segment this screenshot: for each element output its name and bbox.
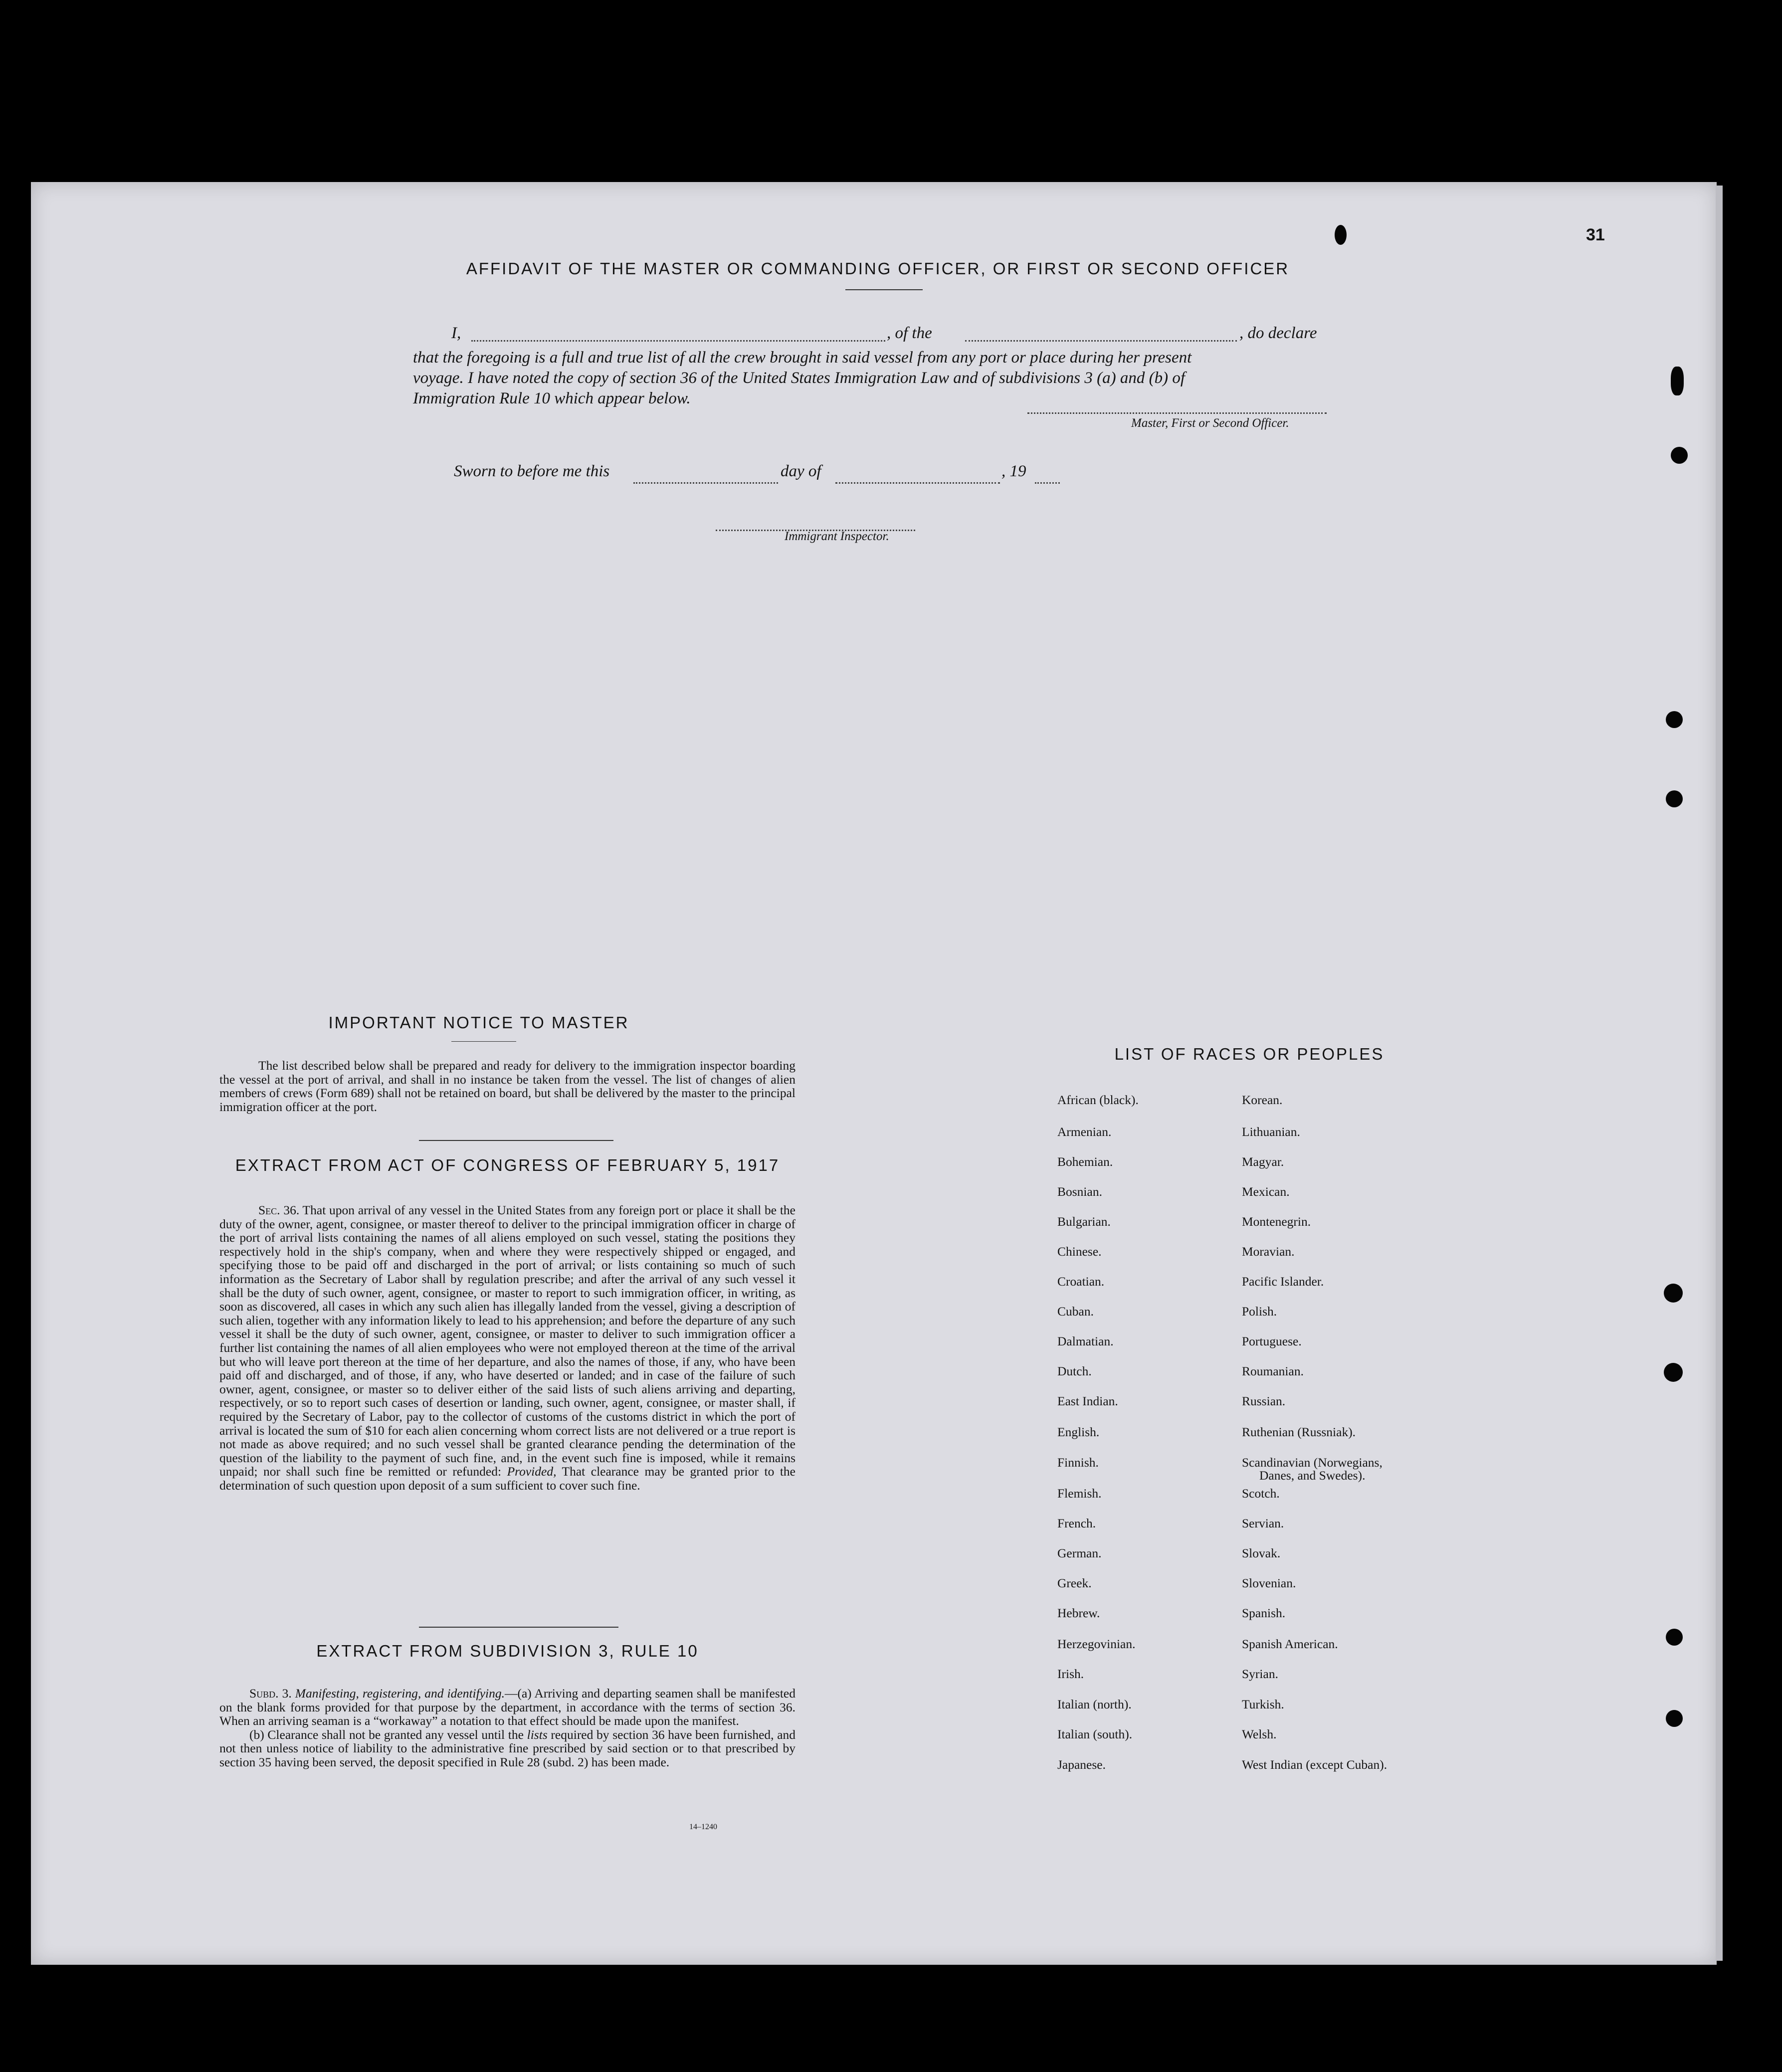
- race-item: Bosnian.: [1057, 1184, 1102, 1199]
- race-item: Dalmatian.: [1057, 1334, 1114, 1348]
- rule-text: [219, 1687, 795, 1769]
- act-section-label: Sec. 36.: [258, 1203, 300, 1217]
- rule-subd-label: Subd. 3.: [249, 1686, 292, 1700]
- act-text: [219, 1203, 795, 1492]
- race-item: Polish.: [1242, 1304, 1277, 1319]
- affidavit-title-rule: [845, 289, 923, 290]
- race-item: Korean.: [1242, 1093, 1283, 1107]
- race-item: Ruthenian (Russniak).: [1242, 1425, 1356, 1439]
- race-item: Finnish.: [1057, 1455, 1099, 1470]
- rule-para-a-mark: —(a): [504, 1686, 532, 1700]
- race-item: Chinese.: [1057, 1244, 1102, 1259]
- race-item: Italian (north).: [1057, 1697, 1132, 1711]
- race-item: Magyar.: [1242, 1154, 1284, 1169]
- race-item: Bulgarian.: [1057, 1214, 1111, 1229]
- binder-hole: [1666, 1710, 1683, 1727]
- affidavit-line3: voyage. I have noted the copy of section 36 of the United States Immigration Law and of subdivisions 3 (a) and (b) of: [413, 369, 1186, 387]
- race-item: Japanese.: [1057, 1757, 1106, 1772]
- day-field[interactable]: [633, 482, 778, 484]
- affidavit-of-the: , of the: [887, 324, 932, 342]
- race-item: Russian.: [1242, 1394, 1286, 1408]
- race-item: East Indian.: [1057, 1394, 1118, 1408]
- notice-divider: [419, 1140, 613, 1141]
- race-item: Greek.: [1057, 1576, 1092, 1590]
- race-item: Roumanian.: [1242, 1364, 1304, 1378]
- affidavit-i: I,: [451, 324, 461, 342]
- race-item: Syrian.: [1242, 1667, 1278, 1681]
- race-item: Herzegovinian.: [1057, 1637, 1136, 1651]
- race-item: Scotch.: [1242, 1486, 1280, 1501]
- notice-text: The list described below shall be prepared and ready for delivery to the immigration inspector boarding the vessel at the port of arrival, and shall in no instance be taken from the vessel. The list of changes of alien members of crews (Form 689) shall not be retained on board, but shall be delivered by the master to the principal immigration officer at the port.: [219, 1058, 795, 1114]
- vessel-field[interactable]: [965, 340, 1237, 342]
- rule-title: EXTRACT FROM SUBDIVISION 3, RULE 10: [316, 1642, 699, 1660]
- race-item: African (black).: [1057, 1093, 1139, 1107]
- race-item: Turkish.: [1242, 1697, 1284, 1711]
- race-item: Armenian.: [1057, 1125, 1112, 1139]
- act-divider: [419, 1627, 618, 1628]
- affidavit-line4: Immigration Rule 10 which appear below.: [413, 389, 691, 407]
- race-item: Lithuanian.: [1242, 1125, 1300, 1139]
- binder-hole: [1664, 1363, 1683, 1382]
- race-item: Hebrew.: [1057, 1606, 1100, 1620]
- page-number: 31: [1586, 225, 1605, 244]
- race-item: Croatian.: [1057, 1274, 1105, 1289]
- race-item: Spanish American.: [1242, 1637, 1338, 1651]
- race-item: Servian.: [1242, 1516, 1284, 1530]
- race-item: English.: [1057, 1425, 1100, 1439]
- rule-para-b-lists: lists: [527, 1727, 548, 1742]
- race-item: West Indian (except Cuban).: [1242, 1757, 1387, 1772]
- binder-hole: [1671, 367, 1684, 395]
- signature-label: Master, First or Second Officer.: [1131, 416, 1289, 430]
- month-field[interactable]: [835, 482, 1000, 484]
- race-item: German.: [1057, 1546, 1102, 1560]
- affidavit-line1: [451, 323, 461, 343]
- binder-hole: [1666, 1629, 1683, 1646]
- act-body: That upon arrival of any vessel in the United States from any foreign port or place it shall be the duty of the owner, agent, consignee, or master thereof to deliver to the principal immigration officer in charge of the port of arrival lists containing the names of all aliens employed on such vessel, stating the positions they respectively hold in the ship's company, when and where they were respectively shipped or engaged, and specifying those to be paid off and discharged in the port of arrival; or lists containing so much of such information as the Secretary of Labor shall by regulation prescribe; and after the arrival of any such vessel it shall be the duty of such owner, agent, consignee, or master to report to such immigration officer, in writing, as soon as discovered, all cases in which any such alien has illegally landed from the vessel, giving a description of such alien, together with any information likely to lead to his apprehension; and before the departure of any such vessel it shall be the duty of such owner, agent, consignee, or master to deliver to such immigration officer a further list containing the names of all alien employees who were not employed thereon at the time of the arrival but who will leave port thereon at the time of her departure, and also the names of those, if any, who have been paid off and discharged, and of those, if any, who have deserted or landed; and in case of the failure of such owner, agent, consignee, or master so to deliver either of the said lists of such aliens arriving and departing, respectively, or so to report such cases of desertion or landing, such owner, agent, consignee, or master shall, if required by the Secretary of Labor, pay to the collector of customs of the customs district in which the port of arrival is located the sum of $10 for each alien concerning whom correct lists are not delivered or a true report is not made as above required; and no such vessel shall be granted clearance pending the determination of the question of the liability to the payment of such fine, and, in the event such fine is imposed, while it remains unpaid; nor shall such fine be remitted or refunded:: [219, 1203, 795, 1479]
- binder-hole: [1666, 790, 1683, 807]
- inspector-label: Immigrant Inspector.: [785, 530, 889, 543]
- affidavit-title: AFFIDAVIT OF THE MASTER OR COMMANDING OFFICER, OR FIRST OR SECOND OFFICER: [466, 259, 1290, 278]
- act-body-end: That clearance may be granted prior to the determination of such question upon deposit of a sum sufficient to cover such fine.: [219, 1464, 795, 1493]
- sworn-text: Sworn to before me this: [454, 462, 610, 480]
- form-number: 14–1240: [689, 1823, 717, 1831]
- rule-para-b-2: required by section 36 have been furnished, and not then unless notice of liability to the administrative fine prescribed by said section or to that prescribed by section 35 having been served, the deposit specified in Rule 28 (subd. 2) has been made.: [219, 1727, 796, 1769]
- signature-field[interactable]: [1027, 412, 1327, 414]
- race-item: Danes, and Swedes).: [1259, 1468, 1366, 1483]
- race-item: Irish.: [1057, 1667, 1084, 1681]
- race-item: Flemish.: [1057, 1486, 1102, 1501]
- rule-para-b-mark: (b): [249, 1727, 264, 1742]
- year-text: , 19: [1001, 462, 1026, 480]
- name-field[interactable]: [471, 340, 885, 342]
- races-title: LIST OF RACES OR PEOPLES: [1114, 1045, 1385, 1063]
- race-item: Moravian.: [1242, 1244, 1295, 1259]
- race-item: French.: [1057, 1516, 1096, 1530]
- race-item: Italian (south).: [1057, 1727, 1133, 1741]
- notice-title: IMPORTANT NOTICE TO MASTER: [328, 1013, 629, 1032]
- binder-hole: [1664, 1284, 1683, 1303]
- race-item: Bohemian.: [1057, 1154, 1113, 1169]
- binder-hole: [1671, 447, 1688, 464]
- race-item: Spanish.: [1242, 1606, 1286, 1620]
- notice-title-rule: [451, 1041, 516, 1042]
- act-provided: Provided,: [507, 1464, 557, 1479]
- race-item: Mexican.: [1242, 1184, 1290, 1199]
- rule-subd-title: Manifesting, registering, and identifying.: [295, 1686, 505, 1700]
- race-item: Portuguese.: [1242, 1334, 1302, 1348]
- binder-hole: [1666, 711, 1683, 728]
- year-field[interactable]: [1035, 482, 1060, 484]
- act-title: EXTRACT FROM ACT OF CONGRESS OF FEBRUARY 5, 1917: [235, 1156, 780, 1174]
- race-item: Scandinavian (Norwegians,: [1242, 1455, 1383, 1470]
- affidavit-line2: that the foregoing is a full and true list of all the crew brought in said vessel from any port or place during her present: [413, 349, 1192, 367]
- binder-hole: [1335, 225, 1347, 245]
- affidavit-declare: , do declare: [1239, 324, 1317, 342]
- race-item: Montenegrin.: [1242, 1214, 1311, 1229]
- rule-para-b-1: Clearance shall not be granted any vessel until the: [267, 1727, 524, 1742]
- race-item: Slovenian.: [1242, 1576, 1296, 1590]
- sheet-edge: [1716, 186, 1723, 1961]
- race-item: Pacific Islander.: [1242, 1274, 1324, 1289]
- race-item: Welsh.: [1242, 1727, 1277, 1741]
- rule-para-a: Arriving and departing seamen shall be manifested on the blank forms provided for that purpose by the department, in accordance with the terms of section 36. When an arriving seaman is a “workaway” a notation to that effect should be made upon the manifest.: [219, 1686, 795, 1728]
- day-of-text: day of: [781, 462, 821, 480]
- race-item: Slovak.: [1242, 1546, 1281, 1560]
- race-item: Dutch.: [1057, 1364, 1092, 1378]
- race-item: Cuban.: [1057, 1304, 1094, 1319]
